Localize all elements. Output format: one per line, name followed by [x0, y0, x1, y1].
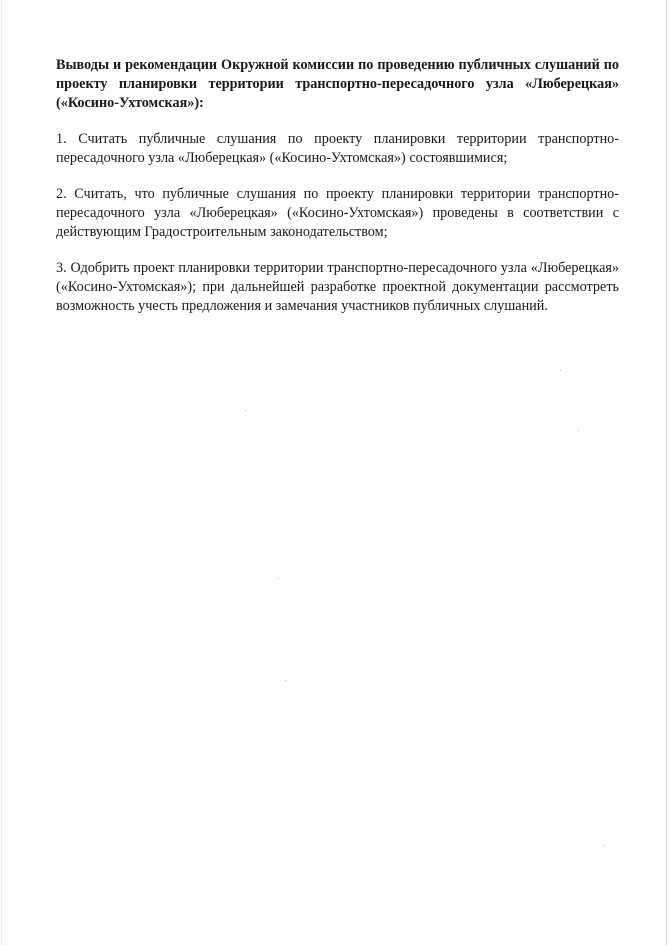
scan-edge-right: [666, 0, 667, 945]
scan-speck: [285, 680, 286, 681]
scan-edge-left: [1, 0, 2, 945]
document-body: [56, 56, 619, 333]
conclusions-heading: Выводы и рекомендации Окружной комиссии по проведению публичных слушаний по проекту планировки территории транспортно-пересадочного узла «Люберецкая» («Косино-Ухтомская»):: [56, 57, 619, 111]
scan-speck: [245, 410, 246, 411]
item-1: 1. Считать публичные слушания по проекту планировки территории транспортно-пересадочного узла «Люберецкая» («Косино-Ухтомская») состоявшимися;: [56, 131, 619, 166]
scan-speck: [578, 430, 579, 431]
item-2: 2. Считать, что публичные слушания по проекту планировки территории транспортно-пересадочного узла «Люберецкая» («Косино-Ухтомская») проведены в соответствии с действующим Градостроительным законодательством;: [56, 186, 619, 240]
scan-speck: [278, 578, 279, 579]
scan-speck: [560, 370, 561, 371]
item-3: 3. Одобрить проект планировки территории транспортно-пересадочного узла «Люберецкая» («Косино-Ухтомская»); при дальнейшей разработке проектной документации рассмотреть возможность учесть предложения и замечания участников публичных слушаний.: [56, 260, 619, 314]
scan-speck: [604, 845, 605, 846]
